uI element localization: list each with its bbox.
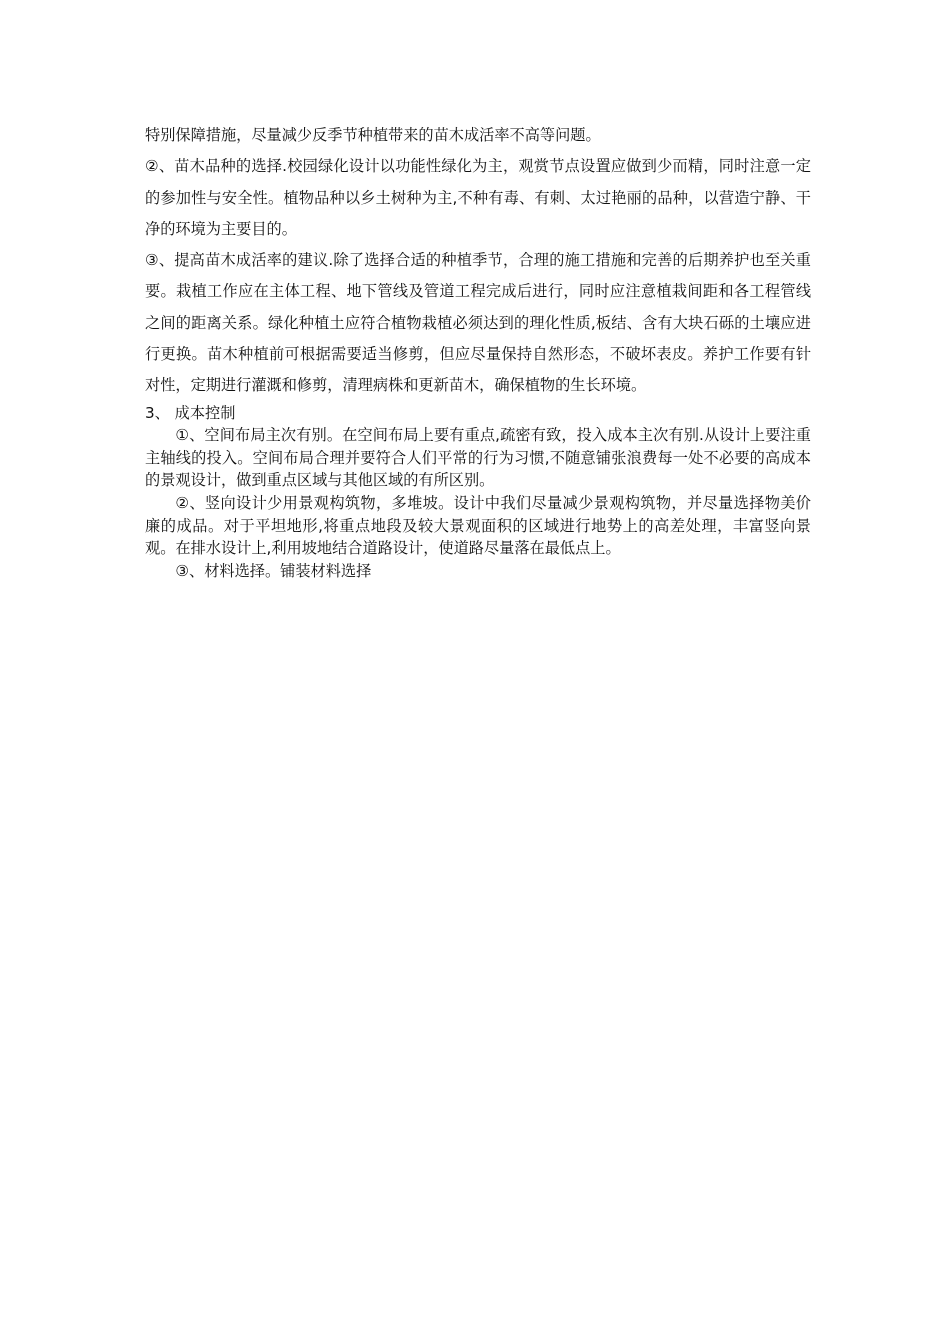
paragraph-vertical-design: ②、竖向设计少用景观构筑物，多堆坡。设计中我们尽量减少景观构筑物，并尽量选择物美价廉的成品。对于平坦地形,将重点地段及较大景观面积的区域进行地势上的高差处理，丰富竖向景观。在排水设计上,利用坡地结合道路设计，使道路尽量落在最低点上。 — [145, 494, 811, 558]
paragraph-spatial-layout: ①、空间布局主次有别。在空间布局上要有重点,疏密有致，投入成本主次有别.从设计上要注重主轴线的投入。空间布局合理并要符合人们平常的行为习惯,不随意铺张浪费每一处不必要的高成本的景观设计，做到重点区域与其他区域的有所区别。 — [145, 426, 811, 490]
paragraph-continuation: 特别保障措施，尽量减少反季节种植带来的苗木成活率不高等问题。 — [145, 126, 601, 144]
document-page — [145, 120, 811, 582]
paragraph-survival-rate: ③、提高苗木成活率的建议.除了选择合适的种植季节，合理的施工措施和完善的后期养护也至关重要。栽植工作应在主体工程、地下管线及管道工程完成后进行，同时应注意植栽间距和各工程管线之间的距离关系。绿化种植土应符合植物栽植必须达到的理化性质,板结、含有大块石砾的土壤应进行更换。苗木种植前可根据需要适当修剪，但应尽量保持自然形态，不破坏表皮。养护工作要有针对性，定期进行灌溉和修剪，清理病株和更新苗木，确保植物的生长环境。 — [145, 251, 811, 395]
section-heading-cost-control: 3、 成本控制 — [145, 403, 236, 422]
paragraph-species-selection: ②、苗木品种的选择.校园绿化设计以功能性绿化为主，观赏节点设置应做到少而精，同时注意一定的参加性与安全性。植物品种以乡土树种为主,不种有毒、有刺、太过艳丽的品种，以营造宁静、干净的环境为主要目的。 — [145, 157, 811, 238]
paragraph-material-selection: ③、材料选择。铺装材料选择 — [175, 561, 372, 580]
